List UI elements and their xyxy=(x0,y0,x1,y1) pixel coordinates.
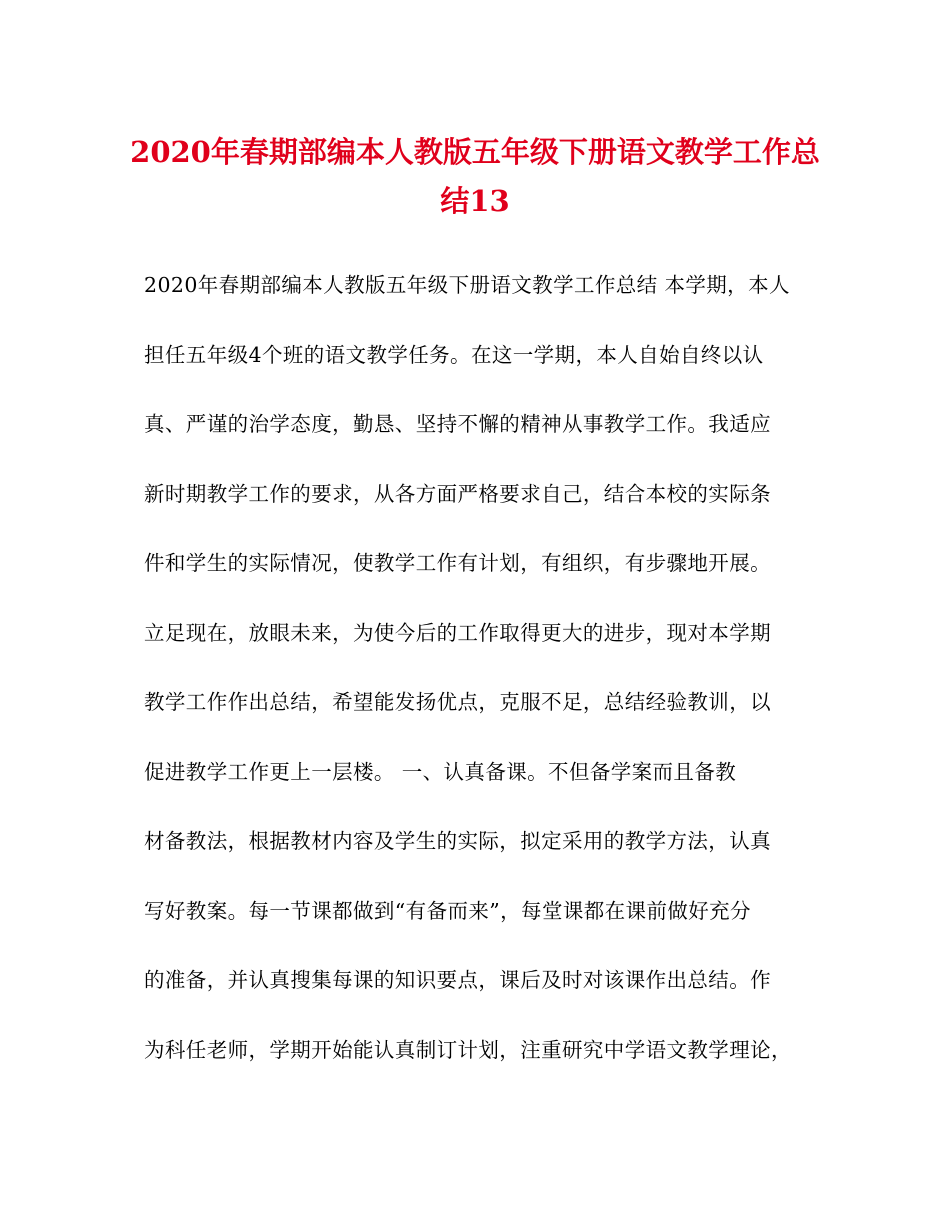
body-line-9: 材备教法，根据教材内容及学生的实际，拟定采用的教学方法，认真 xyxy=(144,829,771,853)
body-line-12: 为科任老师，学期开始能认真制订计划，注重研究中学语文教学理论， xyxy=(144,1038,792,1062)
body-line-1: 2020年春期部编本人教版五年级下册语文教学工作总结 本学期，本人 xyxy=(144,273,790,297)
body-line-3: 真、严谨的治学态度，勤恳、坚持不懈的精神从事教学工作。我适应 xyxy=(144,412,771,436)
body-line-4: 新时期教学工作的要求，从各方面严格要求自己，结合本校的实际条 xyxy=(144,482,771,506)
body-line-7: 教学工作作出总结，希望能发扬优点，克服不足，总结经验教训，以 xyxy=(144,690,771,714)
body-line-6: 立足现在，放眼未来，为使今后的工作取得更大的进步，现对本学期 xyxy=(144,621,771,645)
body-line-8: 促进教学工作更上一层楼。 一、认真备课。不但备学案而且备教 xyxy=(144,760,737,784)
body-line-11: 的准备，并认真搜集每课的知识要点，课后及时对该课作出总结。作 xyxy=(144,968,771,992)
body-line-2: 担任五年级4个班的语文教学任务。在这一学期，本人自始自终以认 xyxy=(144,343,764,367)
body-line-5: 件和学生的实际情况，使教学工作有计划，有组织，有步骤地开展。 xyxy=(144,551,771,575)
body-line-10: 写好教案。每一节课都做到“有备而来”，每堂课都在课前做好充分 xyxy=(144,899,751,923)
document-title-line-1: 2020年春期部编本人教版五年级下册语文教学工作总 xyxy=(130,135,820,169)
document-title-line-2: 结13 xyxy=(440,184,510,218)
